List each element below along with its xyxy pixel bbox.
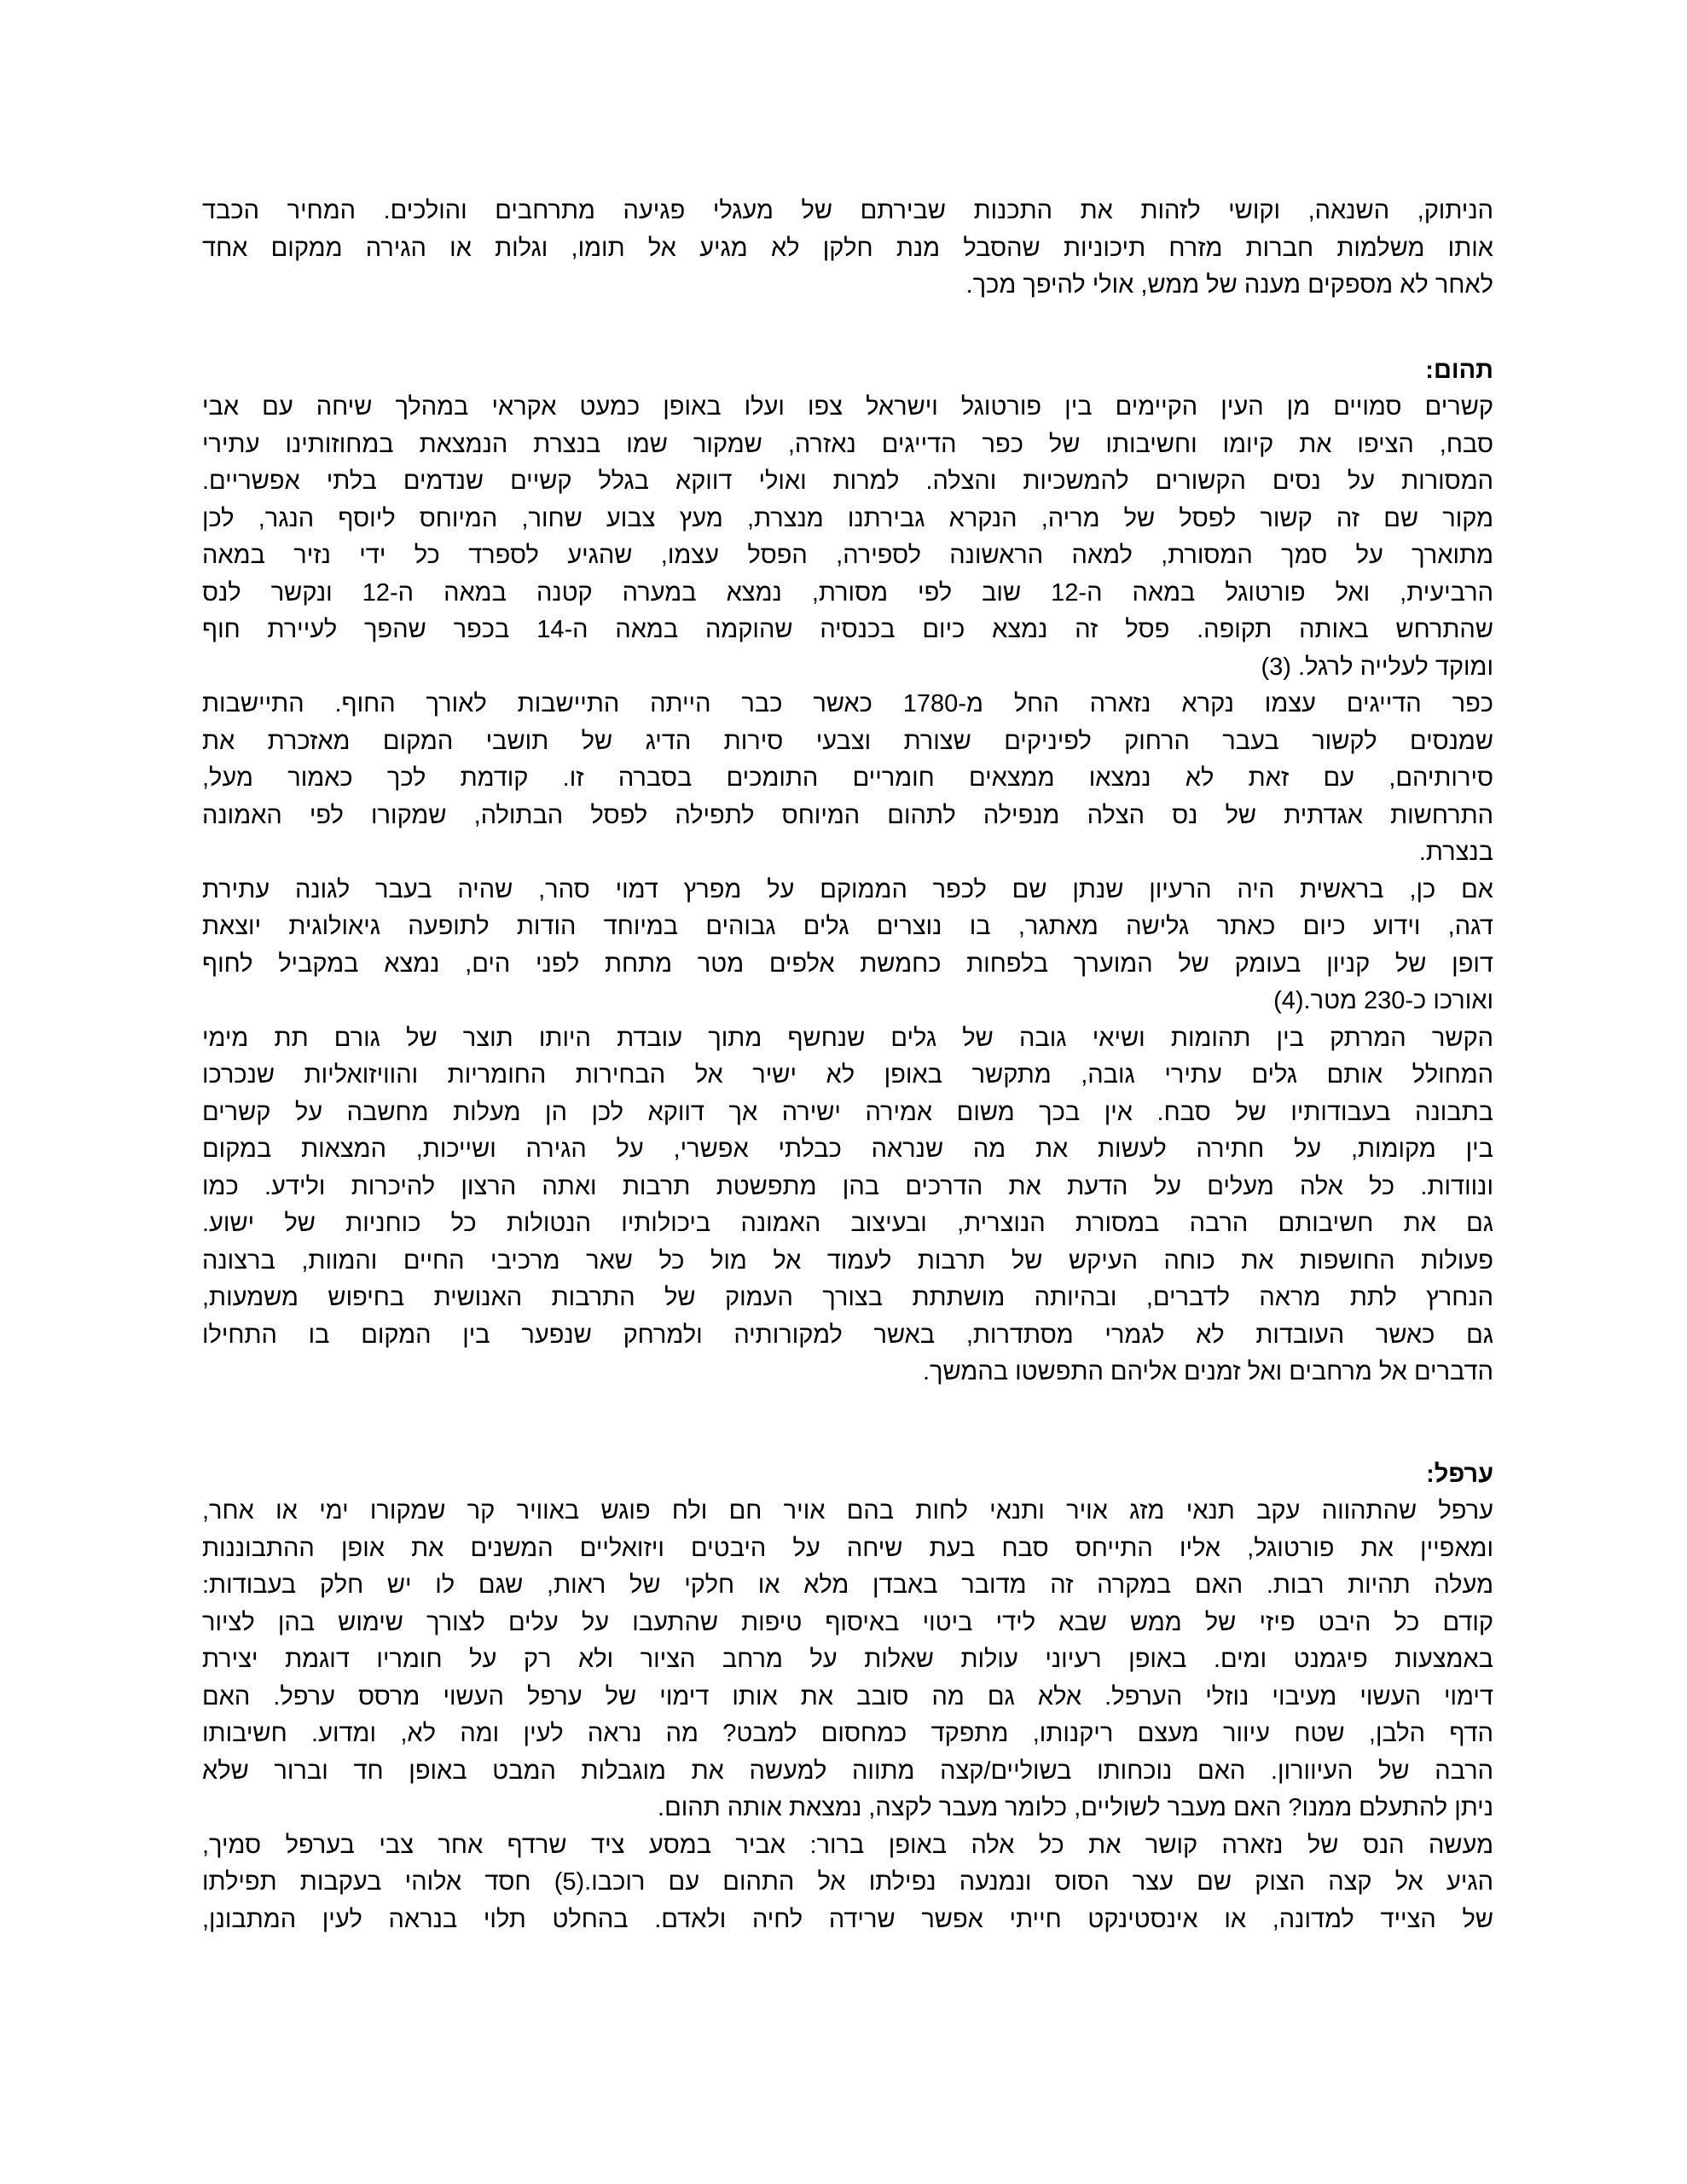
- section-body-erefel: [202, 1493, 1493, 1938]
- text-line: המסורות על נסים הקשורים להמשכיות והצלה. למרות ואולי דווקא בגלל קשיים שנדמים בלתי אפשריים.: [202, 468, 1493, 495]
- text-line: ניתן להתעלם ממנו? האם מעבר לשוליים, כלומר מעבר לקצה, נמצאת אותה תהום.: [658, 1794, 1493, 1821]
- text-line: סבח, הציפו את קיומו וחשיבותו של כפר הדייגים נאזרה, שמקור שמו בנצרת הנמצאת במחוזותינו עתירי: [202, 430, 1493, 458]
- text-line: הדברים אל מרחבים ואל זמנים אליהם התפשטו בהמשך.: [922, 1358, 1493, 1385]
- text-line: כפר הדייגים עצמו נקרא נזארה החל מ-1780 כאשר כבר הייתה התיישבות לאורך החוף. התיישבות: [202, 690, 1493, 717]
- intro-paragraph: [202, 193, 1493, 305]
- text-line: ערפל שהתהווה עקב תנאי מזג אויר ותנאי לחות בהם אויר חם ולח פוגש באוויר קר שמקורו ימי או אחר,: [202, 1497, 1493, 1525]
- text-line: ומאפיין את פורטוגל, אליו התייחס סבח בעת שיחה על היבטים ויזואליים המשנים את אופן ההתבוננות: [202, 1534, 1493, 1562]
- text-line: גם את חשיבותם הרבה במסורת הנוצרית, ובעיצוב האמונה ביכולותיו הנטולות כל כוחניות של ישוע.: [202, 1210, 1493, 1237]
- text-line: ואורכו כ-230 מטר.(4): [1273, 987, 1493, 1014]
- text-line: מעשה הנס של נזארה קושר את כל אלה באופן ברור: אביר במסע ציד שרדף אחר צבי בערפל סמיך,: [202, 1831, 1493, 1859]
- text-line: דופן של קניון בעומק של המוערך בלפחות כחמשת אלפים מטר מתחת לפני הים, נמצא במקביל לחוף: [202, 950, 1493, 978]
- text-line: אותו משלמות חברות מזרח תיכוניות שהסבל מנת חלקן לא מגיע אל תומו, וגלות או הגירה ממקום אחד: [202, 234, 1493, 262]
- text-line: בין מקומות, על חתירה לעשות את מה שנראה כבלתי אפשרי, על הגירה ושייכות, המצאות במקום: [202, 1136, 1493, 1163]
- text-line: הרבה של העיוורון. האם נוכחותו בשוליים/קצה מתווה למעשה את מוגבלות המבט באופן חד וברור שלא: [202, 1757, 1493, 1785]
- text-line: הרביעית, ואל פורטוגל במאה ה-12 שוב לפי מסורת, נמצא במערה קטנה במאה ה-12 ונקשר לנס: [202, 578, 1493, 607]
- text-line: באמצעות פיגמנט ומים. באופן רעיוני עולות שאלות על מרחב הציור ולא רק על חומריו דוגמת יצירת: [202, 1646, 1493, 1673]
- text-line: מעלה תהיות רבות. האם במקרה זה מדובר באבדן מלא או חלקי של ראות, שגם לו יש חלק בעבודות:: [202, 1571, 1493, 1599]
- section-body-tehom: [202, 389, 1493, 1391]
- text-line: מתוארך על סמך המסורת, למאה הראשונה לספירה, הפסל עצמו, שהגיע לספרד כל ידי נזיר במאה: [202, 542, 1493, 569]
- text-line: של הצייד למדונה, או אינסטינקט חייתי אפשר שרידה לחיה ולאדם. בהחלט תלוי בנראה לעין המתבונן,: [202, 1905, 1493, 1933]
- text-line: דימוי העשוי מעיבוי נוזלי הערפל. אלא גם מה סובב את אותו דימוי של ערפל העשוי מרסס ערפל. האם: [202, 1682, 1493, 1711]
- section-heading-tehom: תהום:: [1425, 356, 1493, 384]
- text-line: מקור שם זה קשור לפסל של מריה, הנקרא גבירתנו מנצרת, מעץ צבוע שחור, המיוחס ליוסף הנגר, לכן: [202, 504, 1493, 532]
- text-line: הדף הלבן, שטח עיוור מעצם ריקנותו, מתפקד כמחסום למבט? מה נראה לעין ומה לא, ומדוע. חשיבותו: [202, 1720, 1493, 1747]
- text-line: הגיע אל קצה הצוק שם עצר הסוס ונמנעה נפילתו אל התהום עם רוכבו.(5) חסד אלוהי בעקבות תפילתו: [202, 1868, 1493, 1896]
- text-line: בנצרת.: [1418, 839, 1493, 866]
- text-line: התרחשות אגדתית של נס הצלה מנפילה לתהום המיוחס לתפילה לפסל הבתולה, שמקורו לפי האמונה: [202, 801, 1493, 829]
- text-line: גם כאשר העובדות לא לגמרי מסתדרות, באשר למקורותיה ולמרחק שנפער בין המקום בו התחילו: [202, 1321, 1493, 1349]
- section-heading-erefel: ערפל:: [1426, 1460, 1493, 1488]
- text-line: שמנסים לקשור בעבר הרחוק לפיניקים שצורת וצבעי סירות הדיג של תושבי המקום מאזכרת את: [202, 727, 1493, 755]
- text-line: לאחר לא מספקים מענה של ממש, אולי להיפך מכך.: [965, 271, 1493, 299]
- text-line: שהתרחש באותה תקופה. פסל זה נמצא כיום בכנסיה שהוקמה במאה ה-14 בכפר שהפך לעיירת חוף: [202, 616, 1493, 643]
- text-line: הניתוק, השנאה, וקושי לזהות את התכנות שבירתם של מעגלי פגיעה מתרחבים והולכים. המחיר הכבד: [202, 197, 1493, 224]
- document-page: [202, 193, 1493, 1938]
- text-line: סירותיהם, עם זאת לא נמצאו ממצאים חומריים התומכים בסברה זו. קודמת לכך כאמור מעל,: [202, 764, 1493, 792]
- text-line: קודם כל היבט פיזי של ממש שבא לידי ביטוי באיסוף טיפות שהתעבו על עלים לצורך שימוש בהן לציור: [202, 1608, 1493, 1636]
- text-line: דגה, וידוע כיום כאתר גלישה מאתגר, בו נוצרים גלים גבוהים במיוחד הודות לתופעה גיאולוגית יוצאת: [202, 913, 1493, 940]
- text-line: קשרים סמויים מן העין הקיימים בין פורטוגל וישראל צפו ועלו באופן כמעט אקראי במהלך שיחה עם אבי: [202, 393, 1493, 421]
- text-line: אם כן, בראשית היה הרעיון שנתן שם לכפר הממוקם על מפרץ דמוי סהר, שהיה בעבר לגונה עתירת: [202, 875, 1493, 903]
- text-line: ומוקד לעלייה לרגל. (3): [1261, 653, 1493, 681]
- text-line: הנחרץ לתת מראה לדברים, ובהיותה מושתתת בצורך העמוק של התרבות האנושית בחיפוש משמעות,: [202, 1284, 1493, 1311]
- text-line: פעולות החושפות את כוחה העיקש של תרבות לעמוד אל מול כל שאר מרכיבי החיים והמוות, ברצונה: [202, 1246, 1493, 1275]
- text-line: ונוודות. כל אלה מעלים על הדעת את הדרכים בהן מתפשטת תרבות ואתה הרצון להיכרות ולידע. כמו: [202, 1172, 1493, 1200]
- text-line: המחולל אותם גלים עתירי גובה, מתקשר באופן לא ישיר אל הבחירות החומריות והוויזואליות שנכרכו: [202, 1061, 1493, 1089]
- text-line: בתבונה בעבודותיו של סבח. אין בכך משום אמירה ישירה אך דווקא לכן הן מעלות מחשבה על קשרים: [202, 1098, 1493, 1126]
- text-line: הקשר המרתק בין תהומות ושיאי גובה של גלים שנחשף מתוך עובדת היותו תוצר של גורם תת מימי: [202, 1024, 1493, 1052]
